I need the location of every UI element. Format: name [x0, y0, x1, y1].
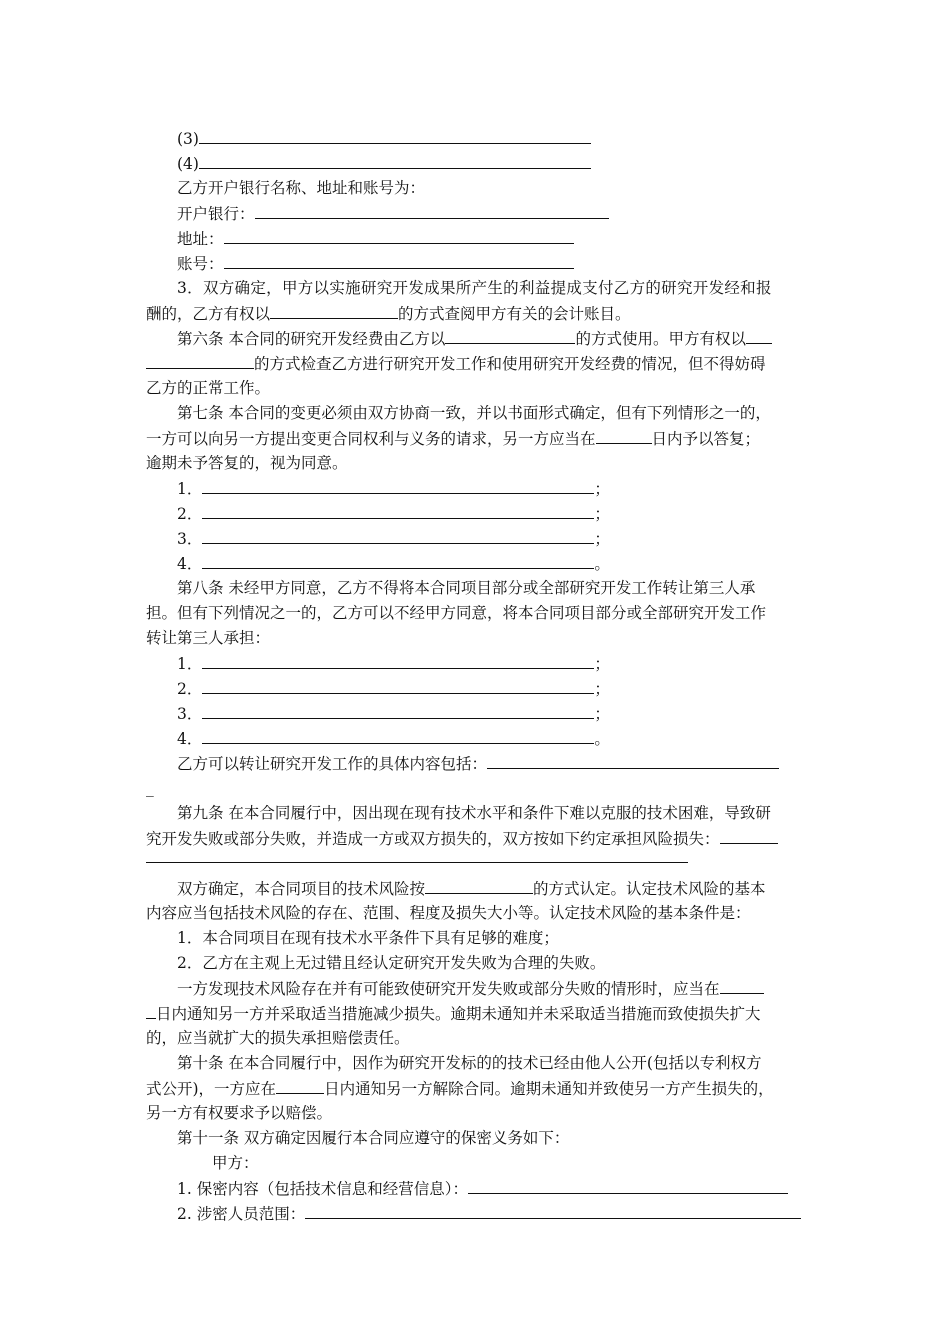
paragraph-line: 3．双方确定，甲方以实施研究开发成果所产生的利益提成支付乙方的研究开发经和报 [177, 279, 772, 297]
blank-item-4 [177, 153, 837, 175]
personnel-scope-row [177, 1203, 837, 1225]
fill-blank[interactable] [199, 153, 591, 169]
account-row [177, 253, 837, 275]
fill-blank[interactable] [276, 1078, 324, 1094]
party-a-label: 甲方： [212, 1154, 259, 1172]
text-run: 日内予以答复； [651, 430, 761, 448]
text-run: 的方式认定。认定技术风险的基本 [533, 880, 766, 898]
text-run: ； [594, 530, 610, 548]
paragraph-line: 担。但有下列情况之一的，乙方可以不经甲方同意，将本合同项目部分或全部研究开发工作 [146, 604, 767, 622]
paragraph-line [146, 428, 806, 450]
field-label: 开户银行： [177, 205, 255, 223]
text-run: 1. 保密内容（包括技术信息和经营信息）： [177, 1180, 468, 1198]
fill-blank[interactable] [146, 1003, 156, 1019]
article-10-line: 第十条 在本合同履行中，因作为研究开发标的的技术已经由他人公开(包括以专利权方 [177, 1054, 762, 1072]
fill-blank[interactable] [202, 728, 594, 744]
item-label: 3． [177, 705, 203, 723]
list-item [177, 728, 837, 750]
address-blank[interactable] [224, 228, 574, 244]
fill-blank[interactable] [146, 353, 254, 369]
text-run: 究开发失败或部分失败，并造成一方或双方损失的，双方按如下约定承担风险损失： [146, 830, 720, 848]
paragraph-line: 逾期未予答复的，视为同意。 [146, 454, 348, 472]
list-item [177, 703, 837, 725]
text-run: 日内通知另一方解除合同。逾期未通知并致使另一方产生损失的， [324, 1080, 774, 1098]
paragraph-line [146, 1078, 806, 1100]
bank-name-blank[interactable] [255, 203, 609, 219]
underscore-continuation: _ [146, 779, 154, 797]
text-run: ； [594, 505, 610, 523]
text-run: 一方发现技术风险存在并有可能致使研究开发失败或部分失败的情形时，应当在 [177, 980, 720, 998]
confidential-content-row [177, 1178, 837, 1200]
item-label: 1． [177, 655, 203, 673]
fill-blank[interactable] [445, 328, 575, 344]
field-label: 账号： [177, 255, 224, 273]
fill-blank[interactable] [746, 328, 772, 344]
text-run: 的方式使用。甲方有权以 [575, 330, 746, 348]
fill-blank[interactable] [202, 503, 594, 519]
item-label: 4． [177, 730, 203, 748]
text-run: 的方式检查乙方进行研究开发工作和使用研究开发经费的情况，但不得妨碍 [254, 355, 766, 373]
item-label: 2． [177, 505, 203, 523]
text-run: ； [594, 655, 610, 673]
item-label: 3． [177, 530, 203, 548]
blank-item-3 [177, 128, 837, 150]
fill-blank[interactable] [199, 128, 591, 144]
text-run: 2. 涉密人员范围： [177, 1205, 306, 1223]
fill-blank[interactable] [202, 678, 594, 694]
list-item [177, 478, 837, 500]
text-run: 式公开)，一方应在 [146, 1080, 277, 1098]
list-item [177, 678, 837, 700]
paragraph-line: 的，应当就扩大的损失承担赔偿责任。 [146, 1029, 410, 1047]
fill-blank[interactable] [202, 478, 594, 494]
paragraph-line: 内容应当包括技术风险的存在、范围、程度及损失大小等。认定技术风险的基本条件是： [146, 904, 751, 922]
list-item [177, 528, 837, 550]
article-8-line: 第八条 未经甲方同意，乙方不得将本合同项目部分或全部研究开发工作转让第三人承 [177, 579, 756, 597]
text-run: ； [594, 680, 610, 698]
item-label: (4) [177, 155, 199, 173]
item-label: 1． [177, 480, 203, 498]
text-run: ； [594, 705, 610, 723]
fill-blank[interactable] [305, 1203, 801, 1219]
text-run: 一方可以向另一方提出变更合同权利与义务的请求，另一方应当在 [146, 430, 596, 448]
paragraph-line: 另一方有权要求予以赔偿。 [146, 1104, 333, 1122]
list-item [177, 503, 837, 525]
fill-blank[interactable] [720, 978, 764, 994]
item-label: (3) [177, 130, 199, 148]
fill-blank[interactable] [468, 1178, 788, 1194]
fill-blank[interactable] [425, 878, 533, 894]
address-row [177, 228, 837, 250]
text-run: 乙方可以转让研究开发工作的具体内容包括： [177, 755, 488, 773]
text-run: ； [594, 480, 610, 498]
text-run: 双方确定，本合同项目的技术风险按 [177, 880, 426, 898]
fill-blank[interactable] [202, 703, 594, 719]
paragraph-line [146, 1003, 806, 1025]
condition-item: 2．乙方在主观上无过错且经认定研究开发失败为合理的失败。 [177, 954, 606, 972]
article-7-line: 第七条 本合同的变更必须由双方协商一致，并以书面形式确定，但有下列情形之一的， [177, 404, 771, 422]
paragraph-line [146, 353, 806, 375]
text-run: 酬的，乙方有权以 [146, 305, 271, 323]
fill-blank[interactable] [202, 553, 594, 569]
bank-heading: 乙方开户银行名称、地址和账号为： [177, 179, 426, 197]
fill-blank-line[interactable] [146, 862, 688, 863]
fill-blank[interactable] [720, 828, 778, 844]
paragraph-line [146, 303, 806, 325]
text-run: 。 [594, 730, 610, 748]
article-9-line: 第九条 在本合同履行中，因出现在现有技术水平和条件下难以克服的技术困难，导致研 [177, 804, 771, 822]
transfer-content-row [177, 753, 837, 775]
account-blank[interactable] [224, 253, 574, 269]
field-label: 地址： [177, 230, 224, 248]
bank-name-row [177, 203, 837, 225]
text-run: 。 [594, 555, 610, 573]
list-item [177, 553, 837, 575]
text-run: 日内通知另一方并采取适当措施减少损失。逾期未通知并未采取适当措施而致使损失扩大 [156, 1005, 761, 1023]
article-6-line [177, 328, 837, 350]
fill-blank[interactable] [202, 653, 594, 669]
text-run: 的方式查阅甲方有关的会计账目。 [398, 305, 631, 323]
article-11-line: 第十一条 双方确定因履行本合同应遵守的保密义务如下： [177, 1129, 570, 1147]
fill-blank[interactable] [202, 528, 594, 544]
fill-blank[interactable] [487, 753, 779, 769]
list-item [177, 653, 837, 675]
paragraph-line [146, 828, 806, 850]
item-label: 4． [177, 555, 203, 573]
paragraph-line [177, 978, 837, 1000]
paragraph-line [177, 878, 837, 900]
text-run: 第六条 本合同的研究开发经费由乙方以 [177, 330, 446, 348]
fill-blank[interactable] [270, 303, 398, 319]
condition-item: 1．本合同项目在现有技术水平条件下具有足够的难度； [177, 929, 559, 947]
fill-blank[interactable] [596, 428, 652, 444]
item-label: 2． [177, 680, 203, 698]
paragraph-line: 乙方的正常工作。 [146, 379, 271, 397]
paragraph-line: 转让第三人承担： [146, 629, 271, 647]
